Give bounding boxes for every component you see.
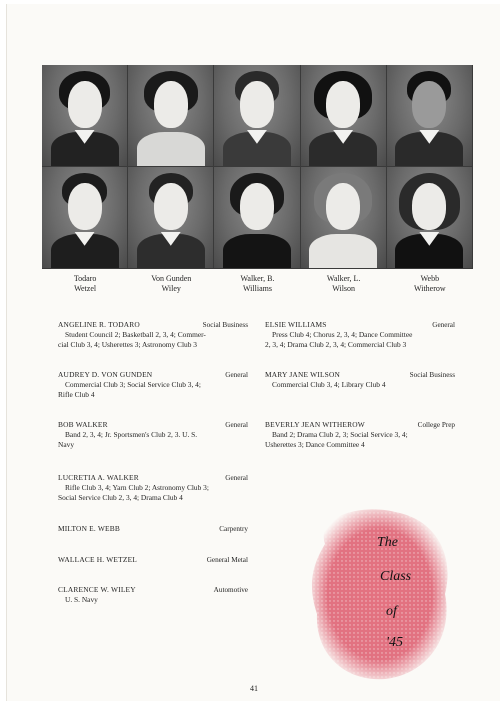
portrait-witherow [387,167,473,269]
senior-course: College Prep [417,421,455,429]
caption-bottom: Wilson [332,284,356,293]
senior-name: BOB WALKER [58,420,108,429]
caption-bottom: Wiley [161,284,181,293]
senior-course: General [225,421,248,429]
senior-activities: Band 2; Drama Club 2, 3; Social Service 3, 4; [272,430,408,439]
senior-name: BEVERLY JEAN WITHEROW [265,420,365,429]
class-of-45-seal [305,504,453,684]
portrait-todaro [42,65,128,167]
senior-entry [58,473,248,503]
senior-activities-cont: cial Club 3, 4; Usherettes 3; Astronomy Club 3 [58,340,197,349]
senior-course: General [225,371,248,379]
portrait-williams [214,167,300,269]
portrait-walker-l [301,65,387,167]
senior-activities-cont: 2, 3, 4; Drama Club 2, 3, 4; Commercial Club 3 [265,340,407,349]
senior-name: WALLACE H. WETZEL [58,555,137,564]
seal-text [305,504,453,684]
senior-entry [265,320,455,350]
senior-course: Automotive [213,586,248,594]
caption-top: Von Gunden [151,274,192,283]
senior-activities: U. S. Navy [65,595,98,604]
seal-line-class: Class [380,569,412,584]
senior-entry [58,320,248,350]
caption-bottom: Witherow [414,284,446,293]
senior-course: General [432,321,455,329]
portrait-wiley [128,167,214,269]
senior-activities: Student Council 2; Basketball 2, 3, 4; Commer- [65,330,206,339]
senior-course: Social Business [202,321,248,329]
senior-name: ELSIE WILLIAMS [265,320,327,329]
portrait-wetzel [42,167,128,269]
senior-course: General Metal [206,556,248,564]
portrait-wilson [301,167,387,269]
senior-name: CLARENCE W. WILEY [58,585,136,594]
portrait-webb [387,65,473,167]
caption-col-1 [42,274,128,294]
senior-name: MILTON E. WEBB [58,524,120,533]
senior-name: LUCRETIA A. WALKER [58,473,139,482]
caption-bottom: Williams [242,284,272,293]
portrait-grid [42,65,473,269]
seal-line-of: of [386,604,397,619]
page-number: 41 [250,684,258,693]
senior-entry [58,585,248,605]
senior-activities-cont: Usherettes 3; Dance Committee 4 [265,440,365,449]
caption-col-3 [214,274,300,294]
portrait-von-gunden [128,65,214,167]
senior-entry [58,370,248,400]
senior-name: MARY JANE WILSON [265,370,341,379]
senior-name: ANGELINE R. TODARO [58,320,140,329]
senior-activities: Commercial Club 3, 4; Library Club 4 [272,380,386,389]
senior-activities-cont: Social Service Club 2, 3, 4; Drama Club 4 [58,493,183,502]
senior-entry [58,420,248,450]
caption-bottom: Wetzel [74,284,97,293]
senior-course: Social Business [409,371,455,379]
caption-top: Walker, B. [240,274,275,283]
senior-entry [265,370,455,390]
senior-entry [265,420,455,450]
caption-top: Webb [420,274,440,283]
senior-activities-cont: Navy [58,440,75,449]
senior-activities: Rifle Club 3, 4; Yarn Club 2; Astronomy Club 3; [65,483,209,492]
caption-col-4 [301,274,387,294]
caption-top: Todaro [73,274,97,283]
senior-entry [58,524,248,534]
senior-activities-cont: Rifle Club 4 [58,390,95,399]
caption-col-2 [128,274,214,294]
seal-line-year: '45 [386,635,403,650]
senior-activities: Press Club 4; Chorus 2, 3, 4; Dance Committee [272,330,413,339]
senior-activities: Commercial Club 3; Social Service Club 3, 4; [65,380,201,389]
seal-line-the: The [377,535,398,550]
senior-entry [58,555,248,565]
senior-name: AUDREY D. VON GUNDEN [58,370,153,379]
caption-top: Walker, L. [326,274,361,283]
yearbook-page [6,4,500,701]
photo-caption-row [42,274,473,294]
portrait-walker-b [214,65,300,167]
senior-course: General [225,474,248,482]
caption-col-5 [387,274,473,294]
senior-activities: Band 2, 3, 4; Jr. Sportsmen's Club 2, 3. U. S. [65,430,198,439]
senior-course: Carpentry [219,525,248,533]
